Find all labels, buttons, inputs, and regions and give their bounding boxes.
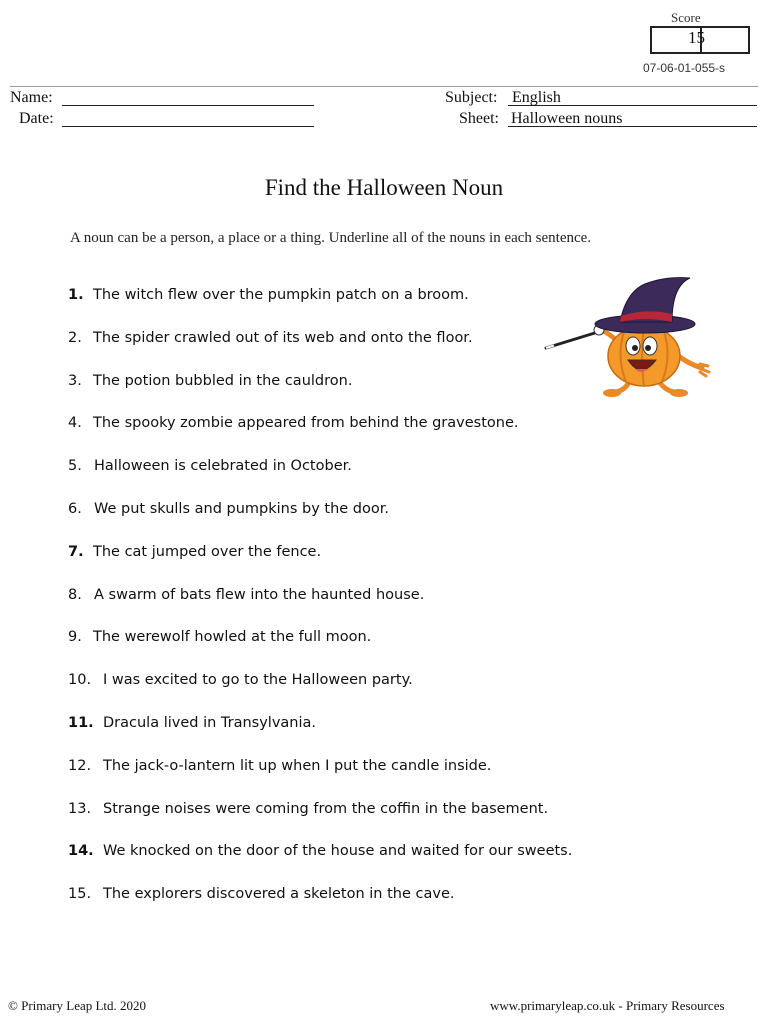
question-text[interactable]: We put skulls and pumpkins by the door. — [94, 500, 389, 517]
subject-value: English — [512, 89, 561, 106]
question-number: 1. — [68, 287, 84, 303]
question-text[interactable]: We knocked on the door of the house and waited for our sweets. — [103, 843, 573, 860]
question-item — [68, 841, 572, 884]
subject-label: Subject: — [445, 89, 498, 106]
question-item — [68, 328, 572, 371]
score-cell-total — [700, 26, 750, 54]
question-text[interactable]: Dracula lived in Transylvania. — [103, 714, 317, 731]
question-number: 8. — [68, 586, 82, 603]
question-item — [68, 670, 572, 713]
question-text[interactable]: The jack-o-lantern lit up when I put the candle inside. — [103, 757, 492, 774]
question-number: 9. — [68, 629, 82, 646]
header-divider — [10, 86, 758, 87]
question-text[interactable]: The spooky zombie appeared from behind the gravestone. — [93, 415, 519, 432]
question-text[interactable]: The potion bubbled in the cauldron. — [93, 372, 353, 389]
question-number: 7. — [68, 543, 84, 560]
website-link[interactable]: www.primaryleap.co.uk - Primary Resources — [490, 998, 725, 1013]
question-list — [68, 285, 572, 927]
question-text[interactable]: A swarm of bats flew into the haunted house. — [94, 586, 425, 603]
score-label: Score — [671, 10, 701, 25]
question-text[interactable]: I was excited to go to the Halloween party. — [103, 672, 413, 689]
question-number: 12. — [68, 757, 92, 774]
question-item — [68, 627, 572, 670]
question-text[interactable]: The werewolf howled at the full moon. — [93, 629, 372, 646]
question-number: 11. — [68, 714, 94, 731]
name-field[interactable] — [62, 88, 314, 106]
question-number: 10. — [68, 672, 92, 689]
question-item — [68, 713, 572, 756]
question-number: 5. — [68, 458, 82, 475]
copyright: © Primary Leap Ltd. 2020 — [8, 998, 147, 1013]
question-item — [68, 585, 572, 628]
question-text[interactable]: The witch flew over the pumpkin patch on a broom. — [93, 287, 469, 303]
question-item — [68, 756, 572, 799]
question-text[interactable]: The explorers discovered a skeleton in the cave. — [103, 886, 455, 903]
question-text[interactable]: Halloween is celebrated in October. — [94, 458, 352, 475]
instructions: A noun can be a person, a place or a thing. Underline all of the nouns in each sentence. — [70, 230, 592, 246]
date-field[interactable] — [62, 109, 314, 127]
question-item — [68, 799, 572, 842]
question-item — [68, 884, 572, 927]
score-value: 15 — [688, 28, 705, 47]
question-item — [68, 456, 572, 499]
question-number: 6. — [68, 500, 82, 517]
question-number: 2. — [68, 329, 82, 346]
worksheet-title: Find the Halloween Noun — [264, 175, 504, 200]
question-item — [68, 371, 572, 414]
question-number: 3. — [68, 372, 82, 389]
question-text[interactable]: Strange noises were coming from the coffin in the basement. — [103, 800, 549, 817]
pumpkin-witch-hat-icon — [540, 272, 715, 402]
question-item — [68, 413, 572, 456]
sheet-code: 07-06-01-055-s — [643, 61, 726, 75]
date-label: Date: — [19, 110, 54, 127]
question-item — [68, 499, 572, 542]
question-number: 13. — [68, 800, 92, 817]
question-number: 4. — [68, 415, 82, 432]
question-text[interactable]: The cat jumped over the fence. — [93, 543, 322, 560]
sheet-value: Halloween nouns — [511, 110, 623, 127]
name-label: Name: — [10, 89, 53, 106]
question-item — [68, 542, 572, 585]
question-number: 15. — [68, 886, 92, 903]
question-item — [68, 285, 572, 328]
question-text[interactable]: The spider crawled out of its web and onto the floor. — [93, 329, 473, 346]
question-number: 14. — [68, 843, 94, 860]
sheet-label: Sheet: — [459, 110, 499, 127]
